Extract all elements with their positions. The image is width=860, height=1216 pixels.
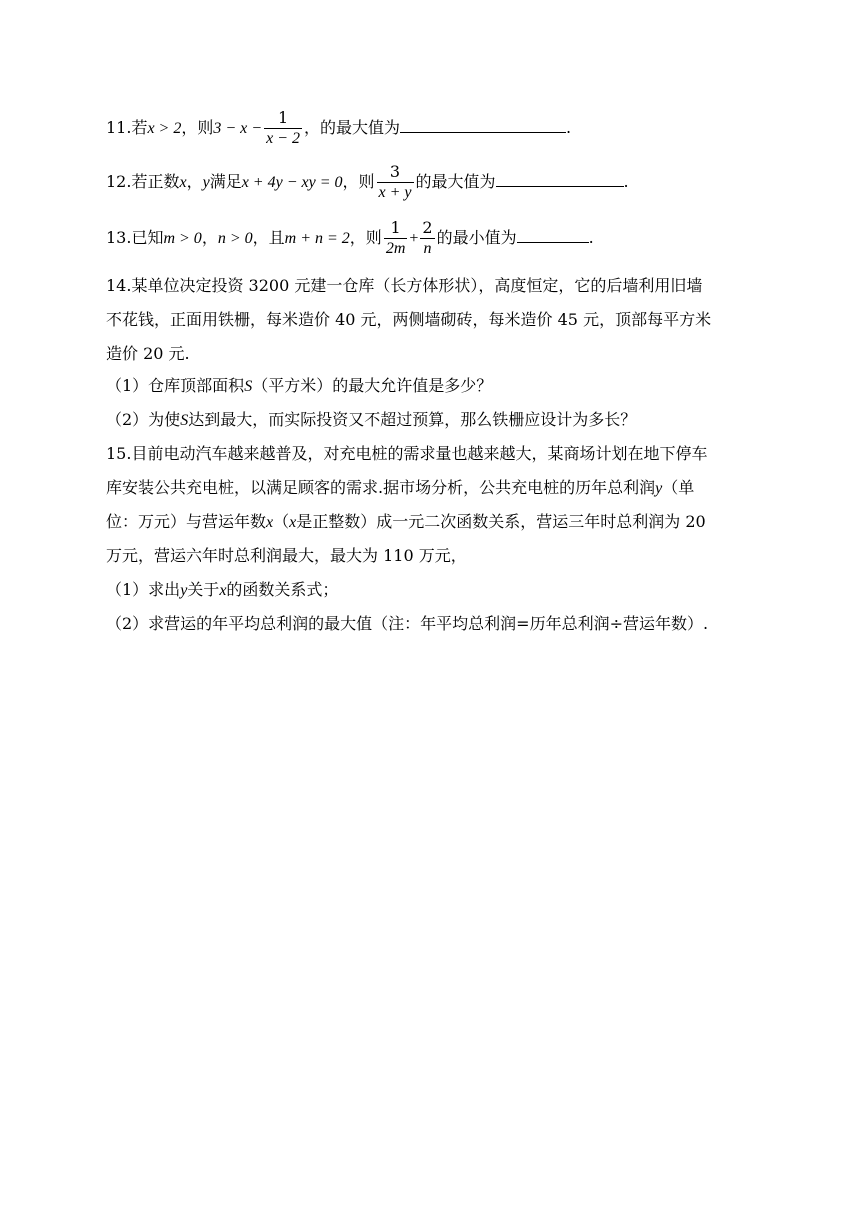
q15-line3-var2: x [289,514,297,531]
q14-line-1: 14.某单位决定投资 3200 元建一仓库（长方体形状），高度恒定，它的后墙利用旧墙 [106,276,703,295]
q11-fraction [264,108,302,149]
q11-answer-blank [400,118,566,133]
q11-condition: x > 2 [147,120,182,137]
q12-fraction-numerator: 3 [389,162,401,181]
q15-sub1-text-c: 的函数关系式； [226,580,339,599]
q14-sub2-var: S [180,412,189,429]
q12-prefix: 12.若正数 [106,172,180,191]
q12-fraction [377,162,414,203]
q13-condition-sum: m + n = 2 [284,230,350,247]
q13-fraction-2 [420,218,434,259]
q13-suffix: 的最小值为 [436,228,517,247]
q12-fraction-denominator: x + y [378,184,412,201]
q11-fraction-numerator: 1 [277,108,289,127]
q12-var-y: y [202,174,210,191]
q13-fraction-2-numerator: 2 [422,218,433,237]
q12-suffix: 的最大值为 [415,172,496,191]
q13-plus: + [409,230,419,247]
q14-sub2-text-b: 达到最大，而实际投资又不超过预算，那么铁栅应设计为多长？ [188,410,637,429]
question-12 [106,162,629,203]
q14-sub1-text-a: （1）仓库顶部面积 [106,376,245,395]
q11-mid: ，则 [181,118,214,137]
q15-subquestion-2: （2）求营运的年平均总利润的最大值（注：年平均总利润=历年总利润÷营运年数）. [106,614,709,633]
q11-suffix: ，的最大值为 [303,118,400,137]
q14-subquestion-1 [106,376,492,397]
q11-fraction-denominator: x − 2 [266,130,300,147]
q14-sub1-var: S [244,378,253,395]
q13-end: . [588,228,594,247]
q13-condition-m: m > 0 [163,230,202,247]
q15-sub1-var1: y [180,582,188,599]
q13-sep2: ，且 [252,228,285,247]
q13-sep1: ， [201,228,218,247]
q15-line-4: 万元，营运六年时总利润最大，最大为 110 万元， [106,546,467,565]
q14-line-3: 造价 20 元. [106,344,190,363]
q12-mid: 满足 [209,172,242,191]
q13-fraction-1 [384,218,408,259]
q13-fraction-2-denominator: n [420,238,434,259]
question-13 [106,218,594,259]
q15-sub1-text-a: （1）求出 [106,580,181,599]
q15-line3-text-a: 位：万元）与营运年数 [106,512,267,531]
q14-subquestion-2 [106,410,636,431]
q15-line2-text-b: （单 [662,478,695,497]
q15-sub1-text-b: 关于 [187,580,220,599]
q13-answer-blank [517,228,589,243]
q13-then: ，则 [349,228,382,247]
question-11 [106,108,571,149]
q12-then: ，则 [342,172,375,191]
q12-var-x: x [179,174,187,191]
q13-fraction-1-denominator: 2m [385,240,406,257]
q12-condition: x + 4y − xy = 0 [241,174,343,191]
q14-sub1-text-b: （平方米）的最大允许值是多少？ [252,376,493,395]
q14-sub2-text-a: （2）为使 [106,410,181,429]
q13-fraction-1-numerator: 1 [390,218,401,237]
q15-line2-text-a: 库安装公共充电桩，以满足顾客的需求.据市场分析，公共充电桩的历年总利润 [106,478,656,497]
q15-line2-var: y [655,480,663,497]
q15-line-1: 15.目前电动汽车越来越普及，对充电桩的需求量也越来越大，某商场计划在地下停车 [106,444,708,463]
q15-line3-text-c: 是正整数）成一元二次函数关系，营运三年时总利润为 20 [296,512,706,531]
q11-expression: 3 − x − [213,120,263,137]
q13-prefix: 13.已知 [106,228,164,247]
q12-answer-blank [496,172,624,187]
q15-line-2 [106,478,694,499]
q11-end: . [566,118,572,137]
q15-subquestion-1 [106,580,338,601]
q15-line3-var1: x [266,514,274,531]
q11-prefix: 11.若 [106,118,148,137]
q14-line-2: 不花钱，正面用铁栅，每米造价 40 元，两侧墙砌砖，每米造价 45 元，顶部每平方米 [106,310,712,329]
q12-comma: ， [186,172,203,191]
q15-line3-text-b: （ [273,512,290,531]
q15-line-3 [106,512,706,533]
q15-sub1-var2: x [219,582,227,599]
q12-end: . [623,172,629,191]
q13-condition-n: n > 0 [217,230,253,247]
